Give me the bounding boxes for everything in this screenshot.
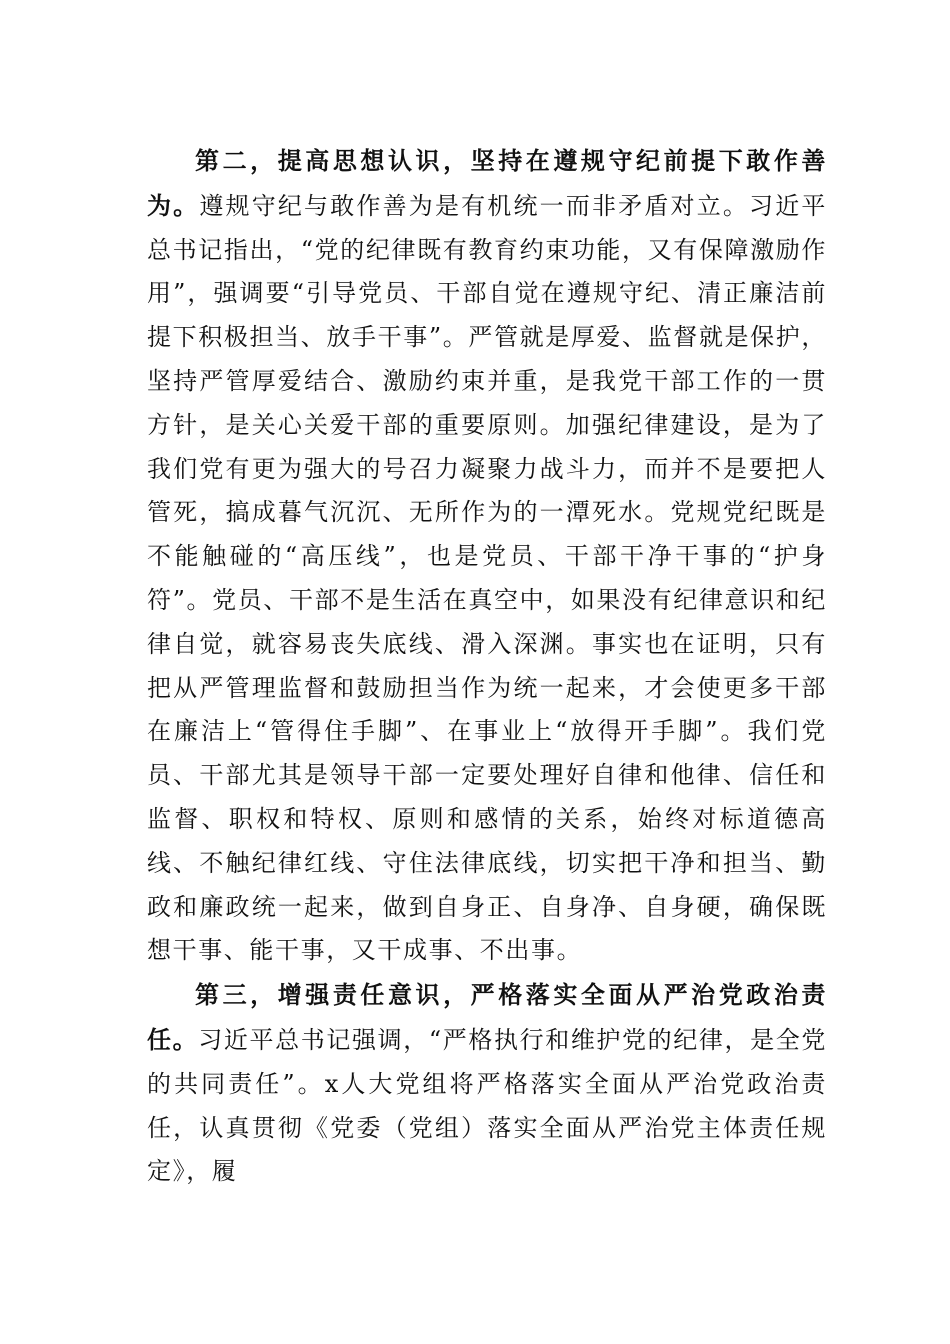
paragraph-text: 习近平总书记强调，“严格执行和维护党的纪律，是全党的共同责任”。x人大党组将严格落实全面从严治党政治责任，认真贯彻《党委（党组）落实全面从严治党主体责任规定》，履 — [147, 1025, 827, 1186]
paragraph-heading: 第三，增强责任意识，严格落实全面从严治党政治责任。 — [147, 980, 827, 1054]
paragraph-second-point — [147, 139, 827, 973]
paragraph-text: 遵规守纪与敢作善为是有机统一而非矛盾对立。习近平总书记指出，“党的纪律既有教育约束功能，又有保障激励作用”，强调要“引导党员、干部自觉在遵规守纪、清正廉洁前提下积极担当、放手干事”。严管就是厚爱、监督就是保护，坚持严管厚爱结合、激励约束并重，是我党干部工作的一贯方针，是关心关爱干部的重要原则。加强纪律建设，是为了我们党有更为强大的号召力凝聚力战斗力，而并不是要把人管死，搞成暮气沉沉、无所作为的一潭死水。党规党纪既是不能触碰的“高压线”，也是党员、干部干净干事的“护身符”。党员、干部不是生活在真空中，如果没有纪律意识和纪律自觉，就容易丧失底线、滑入深渊。事实也在证明，只有把从严管理监督和鼓励担当作为统一起来，才会使更多干部在廉洁上“管得住手脚”、在事业上“放得开手脚”。我们党员、干部尤其是领导干部一定要处理好自律和他律、信任和监督、职权和特权、原则和感情的关系，始终对标道德高线、不触纪律红线、守住法律底线，切实把干净和担当、勤政和廉政统一起来，做到自身正、自身净、自身硬，确保既想干事、能干事，又干成事、不出事。 — [147, 191, 827, 965]
paragraph-heading: 第二，提高思想认识，坚持在遵规守纪前提下敢作善为。 — [147, 146, 827, 220]
paragraph-third-point — [147, 973, 827, 1194]
document-body — [147, 139, 827, 1194]
